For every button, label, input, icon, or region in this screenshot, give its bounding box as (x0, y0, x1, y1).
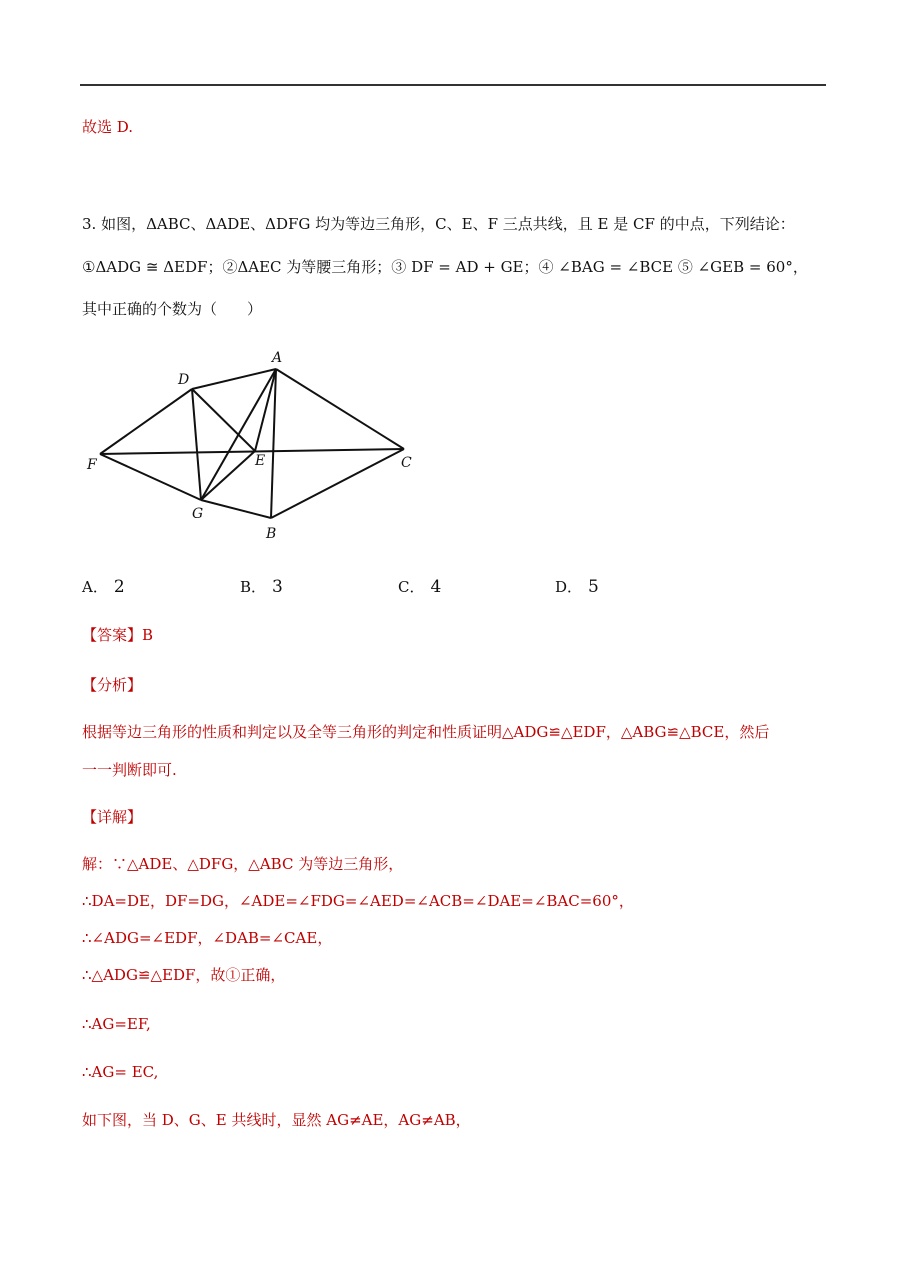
segment-gb (201, 500, 271, 518)
segment-da (192, 369, 276, 389)
analysis-heading: 【分析】 (82, 676, 143, 694)
segment-ba (271, 369, 276, 518)
option-b-value: 3 (272, 577, 283, 597)
detail-line-4: ∴△ADG≌△EDF，故①正确， (82, 966, 286, 984)
question-line-1: 3. 如图，ΔABC、ΔADE、ΔDFG 均为等边三角形，C、E、F 三点共线，且 E 是 CF 的中点，下列结论： (82, 215, 795, 233)
label-g: G (192, 506, 204, 522)
detail-line-3: ∴∠ADG=∠EDF，∠DAB=∠CAE， (82, 929, 333, 947)
option-b-letter: B． (240, 578, 267, 596)
option-b[interactable] (240, 576, 283, 597)
segment-ac (276, 369, 404, 449)
option-d-value: 5 (588, 577, 599, 597)
question-line-2: ①ΔADG ≅ ΔEDF；②ΔAEC 为等腰三角形；③ DF = AD + GE；④ ∠BAG = ∠BCE ⑤ ∠GEB = 60°， (82, 258, 808, 276)
segment-cb (271, 449, 404, 518)
segment-fg (100, 454, 201, 500)
detail-line-6: ∴AG= EC, (82, 1063, 159, 1081)
geometry-figure (80, 340, 430, 550)
label-a: A (272, 350, 283, 366)
detail-heading: 【详解】 (82, 808, 143, 826)
prev-conclusion: 故选 D. (82, 118, 134, 136)
answer-label: 【答案】B (82, 626, 154, 644)
label-c: C (401, 455, 412, 471)
segment-df (100, 389, 192, 454)
label-e: E (255, 453, 266, 469)
header-rule (80, 84, 826, 86)
option-c[interactable] (398, 576, 441, 597)
analysis-text-2: 一一判断即可. (82, 761, 177, 779)
detail-line-2: ∴DA=DE，DF=DG，∠ADE=∠FDG=∠AED=∠ACB=∠DAE=∠BAC=60°， (82, 892, 634, 910)
option-a-letter: A． (82, 578, 108, 596)
option-c-letter: C． (398, 578, 425, 596)
detail-line-1: 解：∵△ADE、△DFG，△ABC 为等边三角形， (82, 855, 404, 873)
segment-ga (201, 369, 276, 500)
option-d[interactable] (555, 576, 599, 597)
label-b: B (266, 526, 277, 542)
option-c-value: 4 (430, 577, 442, 597)
option-a[interactable] (82, 576, 125, 597)
option-a-value: 2 (113, 577, 125, 597)
detail-line-7: 如下图，当 D、G、E 共线时，显然 AG≠AE，AG≠AB， (82, 1111, 471, 1129)
segment-ge (201, 451, 255, 500)
label-f: F (87, 457, 97, 473)
analysis-text-1: 根据等边三角形的性质和判定以及全等三角形的判定和性质证明△ADG≌△EDF，△ABG≌△BCE，然后 (82, 723, 770, 741)
option-d-letter: D． (555, 578, 583, 596)
label-d: D (178, 372, 190, 388)
segment-gd (192, 389, 201, 500)
question-line-3: 其中正确的个数为（ ） (82, 300, 263, 318)
detail-line-5: ∴AG=EF, (82, 1015, 151, 1033)
segment-de (192, 389, 255, 451)
